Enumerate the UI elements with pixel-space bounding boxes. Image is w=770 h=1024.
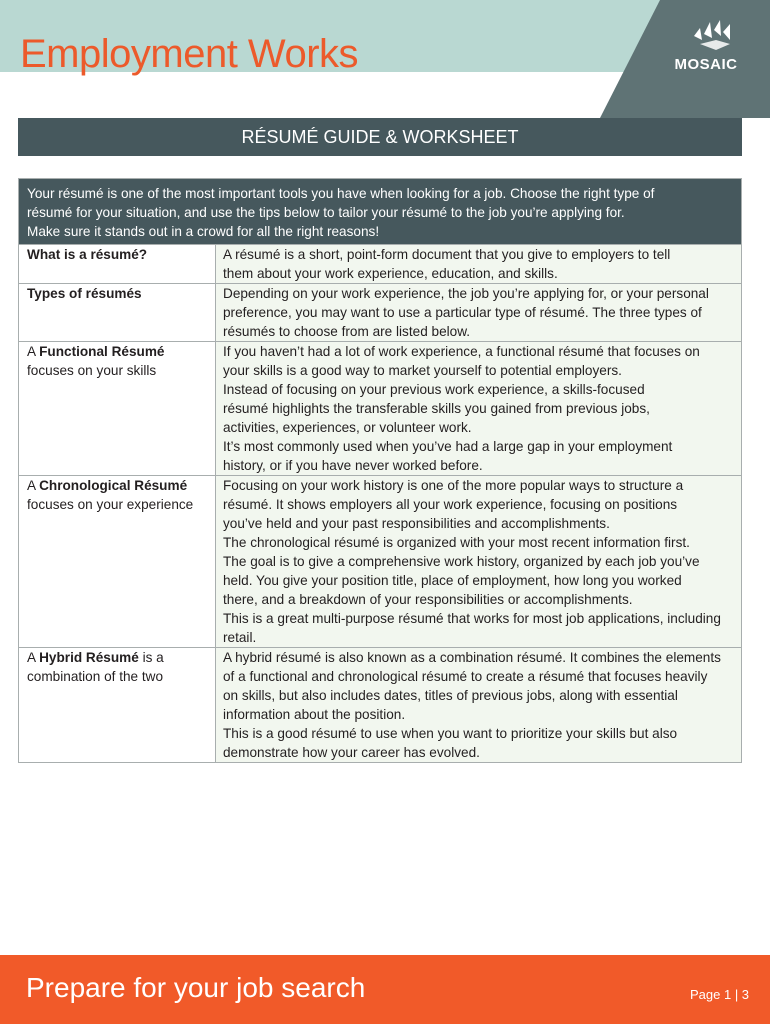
content-line: them about your work experience, education, and skills. <box>223 266 558 281</box>
content-line: Depending on your work experience, the job you’re applying for, or your personal <box>223 286 709 301</box>
intro-line: résumé for your situation, and use the tips below to tailor your résumé to the job you’re applying for. <box>27 205 625 220</box>
content-line: A résumé is a short, point-form document that you give to employers to tell <box>223 247 671 262</box>
row-label-prefix: A <box>27 478 40 493</box>
content-line: résumé highlights the transferable skills you gained from previous jobs, <box>223 401 650 416</box>
table-row <box>19 475 741 647</box>
row-label-cell <box>19 245 216 283</box>
row-content-cell <box>216 648 741 762</box>
row-content-cell <box>216 245 741 283</box>
content-line: information about the position. <box>223 707 406 722</box>
content-line: activities, experiences, or volunteer work. <box>223 420 472 435</box>
content-line: your skills is a good way to market yourself to potential employers. <box>223 363 622 378</box>
content-line: Instead of focusing on your previous work experience, a skills-focused <box>223 382 645 397</box>
mosaic-logo-icon <box>690 20 740 52</box>
content-line: there, and a breakdown of your responsibilities or accomplishments. <box>223 592 633 607</box>
row-label-suffix: combination of the two <box>27 669 164 684</box>
row-label-bold: Chronological Résumé <box>39 478 188 493</box>
row-label-cell <box>19 476 216 647</box>
row-content-cell <box>216 476 741 647</box>
row-label: What is a résumé? <box>27 247 148 262</box>
row-label-suffix: focuses on your experience <box>27 497 194 512</box>
content-line: The goal is to give a comprehensive work history, organized by each job you’ve <box>223 554 700 569</box>
row-label-suffix: focuses on your skills <box>27 363 157 378</box>
footer-title: Prepare for your job search <box>26 972 366 1003</box>
mosaic-logo-text: MOSAIC <box>674 56 738 73</box>
content-line: résumé. It shows employers all your work experience, focusing on positions <box>223 497 678 512</box>
content-line: This is a good résumé to use when you want to prioritize your skills but also <box>223 726 678 741</box>
row-label-cell <box>19 342 216 475</box>
content-line: you’ve held and your past responsibilities and accomplishments. <box>223 516 610 531</box>
row-content-cell <box>216 284 741 341</box>
row-content-cell <box>216 342 741 475</box>
row-label-bold: Functional Résumé <box>39 344 165 359</box>
row-label-prefix: A <box>27 344 40 359</box>
row-label-mid: is a <box>138 650 164 665</box>
table-row <box>19 283 741 341</box>
intro-line: Your résumé is one of the most important tools you have when looking for a job. Choose the right type of <box>27 186 655 201</box>
brand-title: Employment Works <box>20 32 359 76</box>
content-line: résumés to choose from are listed below. <box>223 324 471 339</box>
content-line: on skills, but also includes dates, titles of previous jobs, along with essential <box>223 688 678 703</box>
row-label-cell <box>19 648 216 762</box>
row-label-prefix: A <box>27 650 40 665</box>
content-line: It’s most commonly used when you’ve had a large gap in your employment <box>223 439 673 454</box>
content-line: If you haven’t had a lot of work experience, a functional résumé that focuses on <box>223 344 700 359</box>
resume-guide-table <box>18 178 742 763</box>
intro-text <box>19 179 741 244</box>
content-line: The chronological résumé is organized with your most recent information first. <box>223 535 690 550</box>
table-row <box>19 341 741 475</box>
row-label-cell <box>19 284 216 341</box>
content-line: demonstrate how your career has evolved. <box>223 745 480 760</box>
table-row <box>19 244 741 283</box>
content-line: history, or if you have never worked before. <box>223 458 483 473</box>
content-line: retail. <box>223 630 257 645</box>
content-line: of a functional and chronological résumé to create a résumé that focuses heavily <box>223 669 708 684</box>
row-label: Types of résumés <box>27 286 142 301</box>
row-label-bold: Hybrid Résumé <box>39 650 139 665</box>
content-line: This is a great multi-purpose résumé that works for most job applications, including <box>223 611 721 626</box>
intro-line: Make sure it stands out in a crowd for all the right reasons! <box>27 224 380 239</box>
worksheet-title-bar: RÉSUMÉ GUIDE & WORKSHEET <box>18 118 742 156</box>
page-number: Page 1 | 3 <box>690 987 750 1002</box>
content-line: A hybrid résumé is also known as a combination résumé. It combines the elements <box>223 650 721 665</box>
content-line: held. You give your position title, place of employment, how long you worked <box>223 573 682 588</box>
content-line: preference, you may want to use a particular type of résumé. The three types of <box>223 305 702 320</box>
table-row <box>19 647 741 762</box>
content-line: Focusing on your work history is one of the more popular ways to structure a <box>223 478 684 493</box>
